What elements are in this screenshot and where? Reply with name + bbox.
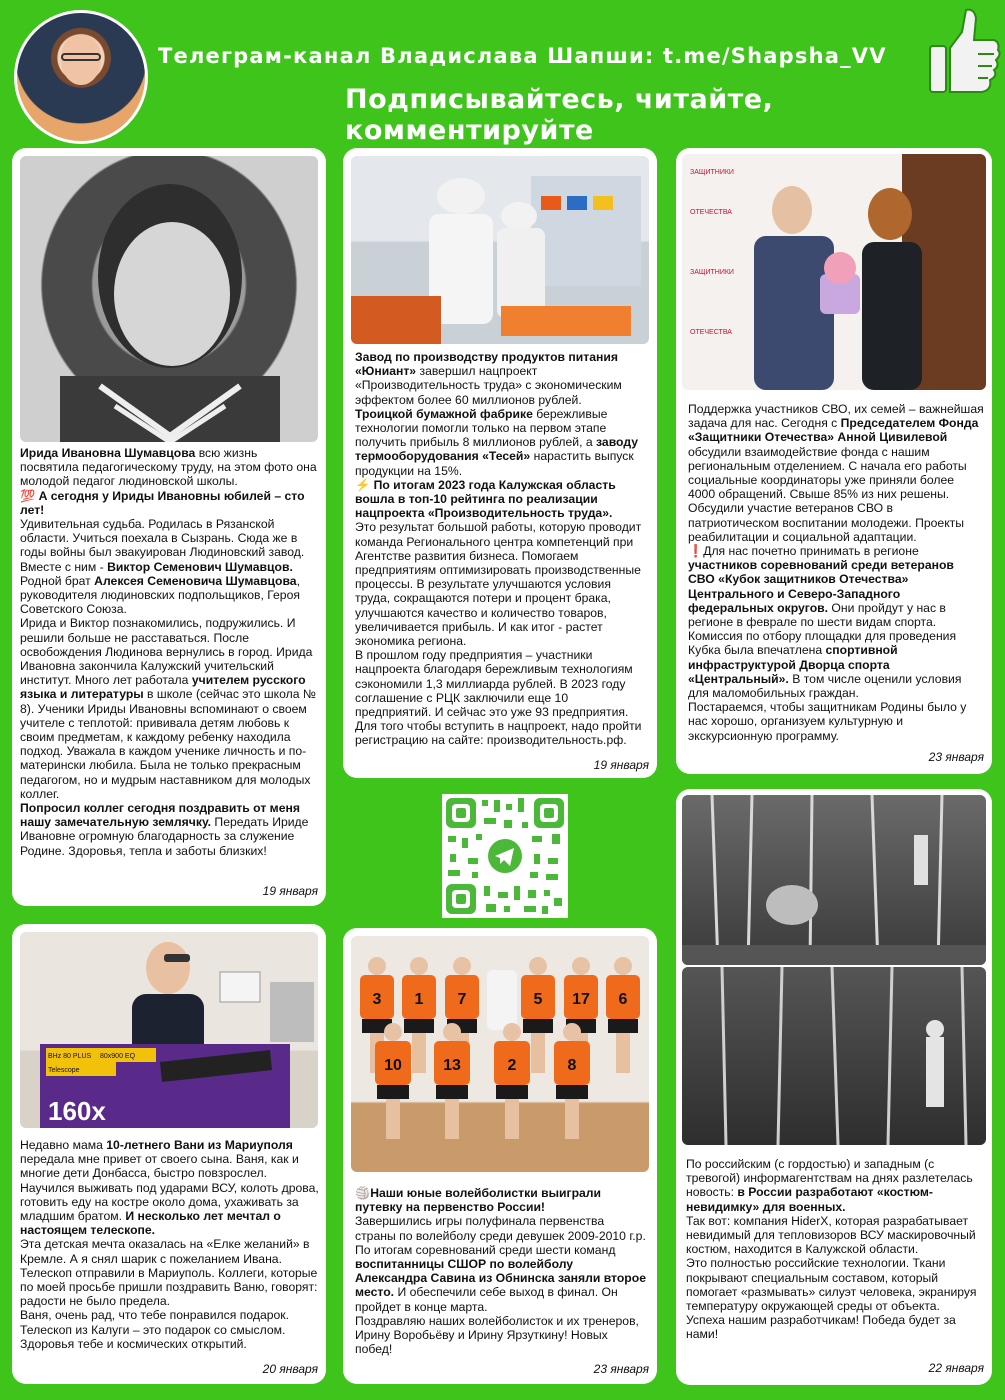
factory-scene <box>351 156 649 344</box>
text: В том числе оценили условия для маломобильных граждан. <box>688 671 962 701</box>
text: всю жизнь посвятила педагогическому труду, на этом фото она молодой педагог людиновской школы. <box>20 446 317 489</box>
teacher-name: Ирида Ивановна Шумавцова <box>20 446 196 460</box>
bold-text: Попросил коллег сегодня поздравить от меня нашу замечательную землячку. <box>20 801 300 830</box>
thermal-scene-bottom <box>682 967 986 1145</box>
svg-text:ЗАЩИТНИКИ: ЗАЩИТНИКИ <box>690 169 734 176</box>
bold-text: участников соревнований среди ветеранов СВО «Кубок защитников Отечества» Центрального и Северо-Западного федеральных округов. <box>688 558 954 615</box>
box-model: BHz 80 PLUS <box>48 1053 92 1060</box>
jersey-number: 5 <box>533 991 543 1008</box>
box-brand: Telescope <box>48 1067 80 1074</box>
volleyball-player <box>606 957 640 1073</box>
factory-photo <box>351 156 649 344</box>
jersey-number: 2 <box>507 1057 517 1074</box>
bold-text: воспитанницы СШОР по волейболу Александра Савина из Обнинска заняли второе место. <box>355 1257 646 1300</box>
post-date: 23 января <box>928 750 984 764</box>
meeting-scene <box>682 154 986 390</box>
jubilee-line: А сегодня у Ириды Ивановны юбилей – сто лет! <box>20 488 305 517</box>
hundred-icon: 💯 <box>20 488 36 503</box>
bold-text: Наши юные волейболистки выиграли путевку на первенство России! <box>355 1186 602 1215</box>
post-date: 19 января <box>262 884 318 898</box>
thermal-scene-top <box>682 795 986 965</box>
lightning-icon: ⚡ <box>355 477 371 492</box>
exclamation-icon: ❗ <box>688 544 704 559</box>
post-card-teacher <box>12 148 326 906</box>
volleyball-team-photo <box>351 936 649 1172</box>
bold-text: спортивной инфраструктурой Дворца спорта «Центральный». <box>688 643 898 686</box>
text: завершил нацпроект «Производительность труда» с экономическим эффектом более 60 миллионов рублей. <box>355 364 622 407</box>
text: Для нас почетно принимать в регионе <box>703 544 919 559</box>
teacher-photo <box>20 156 318 442</box>
text: Поддержка участников СВО, их семей – важнейшая задача для нас. Сегодня с <box>688 402 984 431</box>
post-date: 19 января <box>593 758 649 772</box>
text: нарастить выпуск продукции на 15%. <box>355 449 634 478</box>
jersey-number: 3 <box>372 991 382 1008</box>
text: Успеха нашим разработчикам! Победа будет за нами! <box>686 1313 956 1342</box>
post-card-invisibility-suit <box>676 789 992 1385</box>
text: Они пройдут у нас в регионе в феврале по шести видам спорта. Комиссия по отбору площадки для проведения Кубка была впечатлена <box>688 600 957 658</box>
volleyball-icon: 🏐 <box>355 1186 371 1200</box>
post-date: 23 января <box>593 1362 649 1376</box>
text: Передать Ириде Ивановне огромную благодарность за служение Родине. Здоровья, тепла и заботы близких! <box>20 815 309 858</box>
svo-post-text <box>688 402 984 743</box>
subscribe-slogan: Подписывайтесь, читайте, комментируйте <box>345 84 774 146</box>
text: Ваня, очень рад, что тебе понравился подарок. Телескоп из Калуги – это подарок со смыслом. Здоровья тебе и космических открытий. <box>20 1308 290 1351</box>
svg-text:ОТЕЧЕСТВА: ОТЕЧЕСТВА <box>690 209 732 216</box>
text: передала мне привет от своего сына. Ваня, как и многие дети Донбасса, быстро повзрослел. Научился выживать под ударами ВСУ, колоть дрова, готовить еду на костре около дома, ухаживать за младшим братом. <box>20 1152 319 1224</box>
jersey-number: 6 <box>618 991 628 1008</box>
text: Завершились игры полуфинала первенства страны по волейболу среди девушек 2009-2010 г.р. По итогам соревнований среди шести команд <box>355 1214 646 1257</box>
teacher-post-text <box>20 446 318 858</box>
bold-text: в России разработают «костюм-невидимку» для военных. <box>686 1185 933 1214</box>
bold-text: Троицкой бумажной фабрике <box>355 406 533 421</box>
text: Поздравляю наших волейболисток и их тренеров, Ирину Воробьёву и Ирину Ярзуткину! Новых побед! <box>355 1313 639 1357</box>
invisibility-post-text <box>686 1157 984 1342</box>
bold-text: 10-летнего Вани из Мариуполя <box>106 1138 293 1152</box>
volleyball-player <box>494 1023 530 1139</box>
jersey-number: 10 <box>384 1057 402 1074</box>
text: , руководителя людиновских подпольщиков, Героя Советского Союза. <box>20 573 300 617</box>
thermal-photo-bottom <box>682 967 986 1145</box>
post-date: 20 января <box>262 1362 318 1376</box>
text: в школе (сейчас это школа № 8). Ученики Ириды Ивановны вспоминают о своем учителе с теплотой: прививала детям любовь к своим предметам, к каждому ребенку находила подход. Уважала в каждом ученике личность и по-матерински любила. Была не только прекрасным педагогом, но и мудрым наставником для молодых коллег. <box>20 687 316 801</box>
telescope-post-text <box>20 1138 320 1351</box>
text: Ирида и Виктор познакомились, подружились. И решили больше не расставаться. После освобождения Людинова вернулись в город. Ирида Ивановна закончила Калужский учительский институт. Много лет работала <box>20 616 313 688</box>
text: Родной брат <box>20 573 95 588</box>
text: Постараемся, чтобы защитникам Родины было у нас хорошо, организуем культурную и экскурсионную программу. <box>688 700 967 743</box>
telescope-scene <box>20 932 318 1128</box>
jersey-number: 8 <box>567 1057 577 1074</box>
text: обсудили взаимодействие фонда с нашим региональным отделением. С начала его работы социальные координаторы уже приняли более 4000 обращений. Свыше 85% из них решены. <box>688 444 967 502</box>
volleyball-team-scene <box>351 936 649 1172</box>
jersey-number: 7 <box>457 991 467 1008</box>
post-card-productivity <box>343 148 657 778</box>
channel-title[interactable]: Телеграм-канал Владислава Шапши: t.me/Shapsha_VV <box>158 44 887 68</box>
bold-text: учителем русского языка и литературы <box>20 673 306 702</box>
thermal-photo-top <box>682 795 986 965</box>
teacher-portrait <box>20 156 318 442</box>
text: Удивительная судьба. Родилась в Рязанской области. Учиться поехала в Сызрань. Сюда же в годы войны был эвакуирован Людиновский завод. Вместе с ним - <box>20 517 305 574</box>
jersey-number: 1 <box>414 991 424 1008</box>
bold-text: По итогам 2023 года Калужская область вошла в топ-10 рейтинга по реализации нацпроекта «Производительность труда». <box>355 477 616 521</box>
box-spec: 80x900 EQ <box>100 1053 136 1060</box>
header <box>0 0 1005 146</box>
avatar-glasses <box>61 53 101 61</box>
registration-text: Для того чтобы вступить в нацпроект, надо пройти регистрацию на сайте: производительность.рф. <box>355 719 642 748</box>
productivity-post-text <box>355 350 647 748</box>
bold-text: Завод по производству продуктов питания «Юниант» <box>355 350 618 379</box>
post-card-svo-fund <box>676 148 992 774</box>
bold-text: заводу термооборудования «Тесей» <box>355 435 638 464</box>
bold-text: Виктор Семенович Шумавцов. <box>107 559 293 574</box>
text: Так вот: компания HiderX, которая разрабатывает невидимый для тепловизоров ВСУ маскировочный костюм, находится в Калужской области. <box>686 1213 976 1257</box>
text: Это полностью российские технологии. Ткани покрывают специальным составом, который помогает «размывать» силуэт человека, экранируя температуру окружающей среды от объекта. <box>686 1256 977 1314</box>
bold-text: И несколько лет мечтал о настоящем телескопе. <box>20 1209 281 1238</box>
jersey-number: 13 <box>443 1057 461 1074</box>
qr-code[interactable] <box>442 794 568 918</box>
svg-text:ЗАЩИТНИКИ: ЗАЩИТНИКИ <box>690 269 734 276</box>
box-magnification: 160x <box>48 1096 106 1126</box>
svg-text:ОТЕЧЕСТВА: ОТЕЧЕСТВА <box>690 329 732 336</box>
text: И обеспечили себе выход в финал. Он пройдет в конце марта. <box>355 1285 618 1314</box>
telescope-photo <box>20 932 318 1128</box>
volleyball-post-text <box>355 1186 647 1356</box>
bold-text: Алексея Семеновича Шумавцова <box>94 573 297 588</box>
jersey-number: 17 <box>572 991 590 1008</box>
text: Обсудили участие ветеранов СВО в патриотическом воспитании молодежи. Проекты реабилитации и социальной адаптации. <box>688 501 965 544</box>
text: Недавно мама <box>20 1138 107 1152</box>
thumbs-up-icon <box>928 6 1002 98</box>
post-card-telescope <box>12 924 326 1384</box>
meeting-photo <box>682 154 986 390</box>
text: В прошлом году предприятия – участники нацпроекта благодаря бережливым технологиям сэкономили 1,3 миллиарда рублей. В 2023 году соглашение с РЦК заключили еще 10 предприятий. И сейчас это уже 93 предприятия. <box>355 648 633 720</box>
coach <box>487 970 517 1030</box>
text: По российским (с гордостью) и западным (с тревогой) информагентствам на днях разлетелась новость: <box>686 1157 973 1200</box>
post-date: 22 января <box>928 1361 984 1375</box>
text: Это результат большой работы, которую проводит команда Регионального центра компетенций при Агентстве развития бизнеса. Помогаем предприятиям оптимизировать производственные процессы. В результате улучшаются условия труда, сокращаются потери и процент брака, улучшаются качество и количество товаров, увеличивается прибыль. И как итог - растет экономика региона. <box>355 520 642 649</box>
text: Эта детская мечта оказалась на «Елке желаний» в Кремле. А я снял шарик с пожеланием Ивана. Телескоп отправили в Мариуполь. Коллеги, которые по моей просьбе пришли поздравить Ваню, говорят: радости не было предела. <box>20 1237 318 1309</box>
avatar <box>14 10 148 144</box>
text: бережливые технологии помогли только на первом этапе получить прибыль 8 миллионов рублей, а <box>355 406 608 450</box>
qr-code-icon <box>442 794 568 918</box>
post-card-volleyball <box>343 928 657 1384</box>
bold-text: Председателем Фонда «Защитники Отечества» Анной Цивилевой <box>688 416 979 445</box>
